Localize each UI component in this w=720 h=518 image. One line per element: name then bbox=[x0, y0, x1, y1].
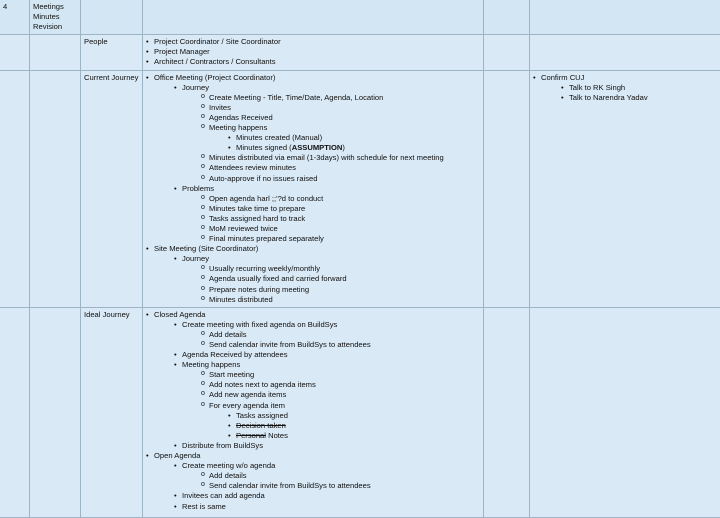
list-item: o Start meeting bbox=[201, 370, 480, 380]
list-item: • Rest is same bbox=[174, 502, 480, 512]
list-item: • Decision taken bbox=[228, 421, 480, 431]
list-item: o Attendees review minutes bbox=[201, 163, 480, 173]
list-item: o Minutes distributed via email (1-3days) with schedule for next meeting bbox=[201, 153, 480, 163]
list-item: • Minutes signed (ASSUMPTION) bbox=[228, 143, 480, 153]
list-item: o Prepare notes during meeting bbox=[201, 285, 480, 295]
list-item: • Distribute from BuildSys bbox=[174, 441, 480, 451]
list-item: • Tasks assigned bbox=[228, 411, 480, 421]
list-item: o Auto-approve if no issues raised bbox=[201, 174, 480, 184]
list-item: o Add new agenda items bbox=[201, 390, 480, 400]
list-item: o Send calendar invite from BuildSys to attendees bbox=[201, 481, 480, 491]
current-journey-label: Current Journey bbox=[81, 70, 143, 307]
list-item: o For every agenda item • Tasks assigned • Decision taken • Personal Notes bbox=[201, 401, 480, 441]
list-item: o Meeting happens • Minutes created (Manual) • Minutes signed (ASSUMPTION) bbox=[201, 123, 480, 153]
list-item: • Project Manager bbox=[146, 47, 480, 57]
list-item: • Journey o Usually recurring weekly/monthly o Agenda usually fixed and carried forward o Prepare notes during meeting o Minutes distributed bbox=[174, 254, 480, 304]
list-item: o Agenda usually fixed and carried forward bbox=[201, 274, 480, 284]
list-item: o Invites bbox=[201, 103, 480, 113]
list-item: o Usually recurring weekly/monthly bbox=[201, 264, 480, 274]
list-item: • Project Coordinator / Site Coordinator bbox=[146, 37, 480, 47]
list-item: o Minutes take time to prepare bbox=[201, 204, 480, 214]
list-item: • Closed Agenda • Create meeting with fixed agenda on BuildSys o Add details o Send calendar invite from BuildSys to attendees • Agenda Received by attendees • Meeting happens o Start meeting o Add notes next to agenda items o Add new agenda items o For every agenda item • Tasks assigned • Decision taken • Personal Notes • Distribute from BuildSys bbox=[146, 310, 480, 451]
list-item: • Confirm CUJ • Talk to RK Singh • Talk to Narendra Yadav bbox=[533, 73, 718, 103]
list-item: • Open Agenda • Create meeting w/o agenda o Add details o Send calendar invite from BuildSys to attendees • Invitees can add agenda • Rest is same bbox=[146, 451, 480, 512]
list-item: o Create Meeting - Title, Time/Date, Agenda, Location bbox=[201, 93, 480, 103]
list-item: • Problems o Open agenda harl ;;'?d to conduct o Minutes take time to prepare o Tasks assigned hard to track o MoM reviewed twice o Final minutes prepared separately bbox=[174, 184, 480, 245]
list-item: • Meeting happens o Start meeting o Add notes next to agenda items o Add new agenda items o For every agenda item • Tasks assigned • Decision taken • Personal Notes bbox=[174, 360, 480, 441]
assumption-label: ASSUMPTION bbox=[292, 143, 343, 152]
list-item: o Add notes next to agenda items bbox=[201, 380, 480, 390]
list-item: • Talk to Narendra Yadav bbox=[561, 93, 718, 103]
table-row bbox=[0, 307, 720, 517]
list-item: o Add details bbox=[201, 330, 480, 340]
list-item: • Office Meeting (Project Coordinator) • Journey o Create Meeting - Title, Time/Date, Agenda, Location o Invites o Agendas Received o Meeting happens • Minutes created (Manual) • Minutes signed (ASSUMPTION) o Minutes distributed via email (1-3days) with schedule for next meeting o Attendees review minutes o Auto-approve if no issues raised • Problems o Open agenda harl ;;'?d to conduct o Minutes take time to prepare o Tasks assigned hard to track o MoM reviewed twice o Final minutes prepared separately bbox=[146, 73, 480, 245]
list-item: • Create meeting w/o agenda o Add details o Send calendar invite from BuildSys to attendees bbox=[174, 461, 480, 491]
list-item: • Minutes created (Manual) bbox=[228, 133, 480, 143]
list-item: o Agendas Received bbox=[201, 113, 480, 123]
list-item: o Add details bbox=[201, 471, 480, 481]
ideal-journey-label: Ideal Journey bbox=[81, 307, 143, 517]
people-cell bbox=[143, 35, 484, 70]
table-row bbox=[0, 0, 720, 35]
list-item: • Create meeting with fixed agenda on BuildSys o Add details o Send calendar invite from BuildSys to attendees bbox=[174, 320, 480, 350]
row-number: 4 bbox=[0, 0, 30, 35]
people-label: People bbox=[81, 35, 143, 70]
list-item: • Architect / Contractors / Consultants bbox=[146, 57, 480, 67]
list-item: • Site Meeting (Site Coordinator) • Journey o Usually recurring weekly/monthly o Agenda usually fixed and carried forward o Prepare notes during meeting o Minutes distributed bbox=[146, 244, 480, 305]
list-item: o Send calendar invite from BuildSys to attendees bbox=[201, 340, 480, 350]
list-item: • Talk to RK Singh bbox=[561, 83, 718, 93]
row-title: Meetings Minutes Revision bbox=[30, 0, 81, 35]
list-item: o Open agenda harl ;;'?d to conduct bbox=[201, 194, 480, 204]
current-journey-cell bbox=[143, 70, 484, 307]
list-item: o Tasks assigned hard to track bbox=[201, 214, 480, 224]
ideal-journey-cell bbox=[143, 307, 484, 517]
table-row bbox=[0, 35, 720, 70]
list-item: • Agenda Received by attendees bbox=[174, 350, 480, 360]
list-item: o Final minutes prepared separately bbox=[201, 234, 480, 244]
list-item: o MoM reviewed twice bbox=[201, 224, 480, 234]
table-row bbox=[0, 70, 720, 307]
list-item: o Minutes distributed bbox=[201, 295, 480, 305]
list-item: • Invitees can add agenda bbox=[174, 491, 480, 501]
list-item: • Personal Notes bbox=[228, 431, 480, 441]
notes-cell bbox=[530, 70, 720, 307]
list-item: • Journey o Create Meeting - Title, Time/Date, Agenda, Location o Invites o Agendas Received o Meeting happens • Minutes created (Manual) • Minutes signed (ASSUMPTION) o Minutes distributed via email (1-3days) with schedule for next meeting o Attendees review minutes o Auto-approve if no issues raised bbox=[174, 83, 480, 184]
